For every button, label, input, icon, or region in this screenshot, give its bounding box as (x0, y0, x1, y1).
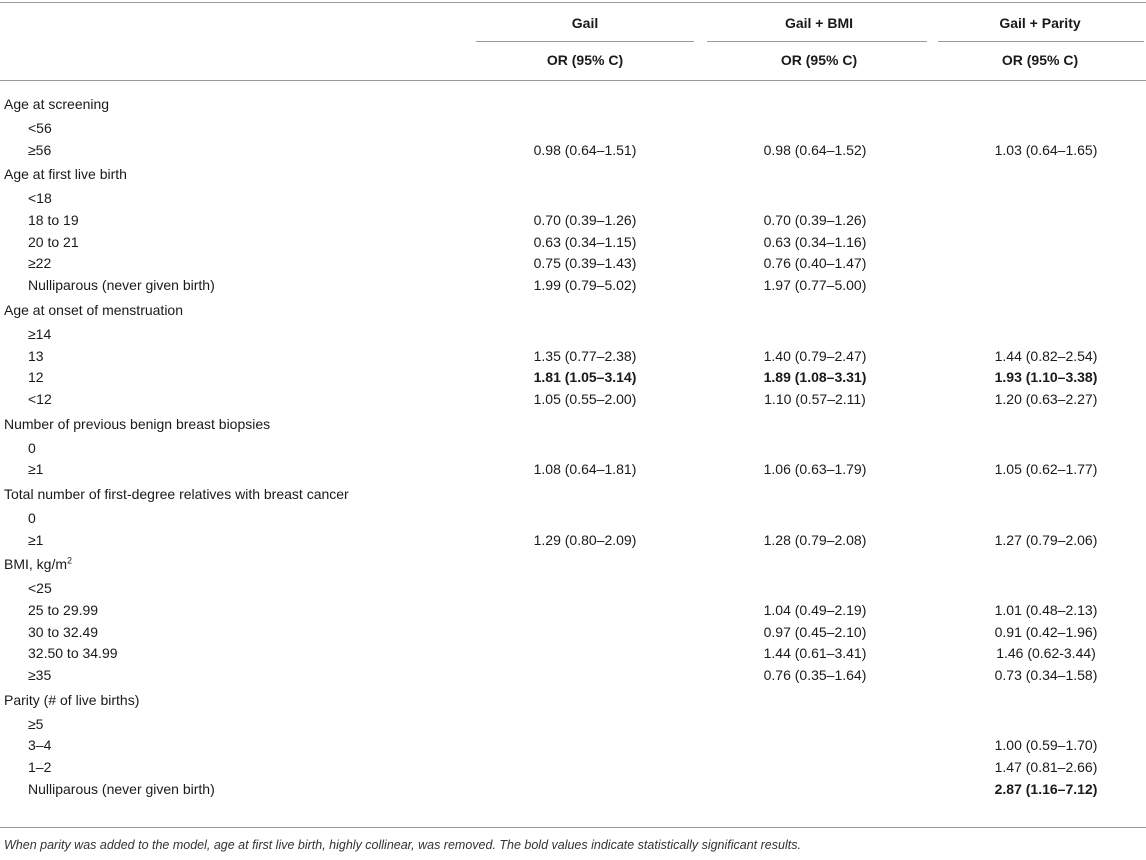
category-row (0, 551, 1146, 578)
table-row (0, 714, 1146, 736)
or-cell: 1.05 (0.55–2.00) (533, 390, 637, 407)
or-cell: 0.98 (0.64–1.52) (763, 141, 867, 158)
category-label: Age at screening (4, 96, 110, 112)
or-cell: 1.81 (1.05–3.14) (533, 369, 637, 386)
subheader-gail-bmi: OR (95% C) (780, 52, 858, 68)
row-label: <12 (28, 390, 52, 407)
row-label: ≥35 (28, 667, 52, 684)
table-row (0, 578, 1146, 600)
or-cell: 1.28 (0.79–2.08) (763, 531, 867, 548)
table-header-rule (0, 80, 1146, 81)
or-cell: 1.44 (0.61–3.41) (763, 645, 867, 662)
or-cell: 0.91 (0.42–1.96) (994, 623, 1098, 640)
or-cell: 0.63 (0.34–1.15) (533, 233, 637, 250)
table-row (0, 508, 1146, 530)
category-label: Number of previous benign breast biopsies (4, 415, 271, 432)
or-cell: 1.00 (0.59–1.70) (994, 737, 1098, 754)
row-label: ≥14 (28, 325, 52, 342)
table-row (0, 757, 1146, 779)
or-cell: 1.46 (0.62-3.44) (996, 645, 1096, 662)
table-bottom-rule (0, 827, 1146, 828)
row-label: 25 to 29.99 (28, 602, 99, 618)
row-label: 0 (28, 509, 36, 526)
category-row (0, 411, 1146, 438)
subheader-gail-parity: OR (95% C) (1001, 52, 1079, 68)
table-row (0, 665, 1146, 687)
category-label: BMI, $kg/m^2$ (4, 555, 73, 573)
table-row (0, 459, 1146, 481)
or-cell: 1.10 (0.57–2.11) (764, 390, 866, 407)
table-row (0, 438, 1146, 460)
or-cell: 1.40 (0.79–2.47) (763, 347, 867, 364)
table-body (0, 91, 1146, 801)
column-header-gail-parity: Gail + Parity (999, 15, 1081, 31)
row-label: 13 (28, 347, 44, 364)
table-row (0, 530, 1146, 552)
or-cell: 1.01 (0.48–2.13) (994, 602, 1098, 618)
or-cell: 1.27 (0.79–2.06) (994, 531, 1098, 548)
row-label: ≥5 (28, 715, 44, 732)
or-cell: 0.70 (0.39–1.26) (533, 212, 637, 229)
or-cell: 1.05 (0.62–1.77) (994, 461, 1098, 478)
table-row (0, 389, 1146, 411)
or-cell: 1.06 (0.63–1.79) (763, 461, 867, 478)
or-cell: 0.70 (0.39–1.26) (763, 212, 867, 229)
table-row (0, 275, 1146, 297)
header-rule-gail-parity (938, 41, 1144, 42)
or-cell: 0.97 (0.45–2.10) (763, 623, 867, 640)
row-label: 1–2 (28, 759, 52, 776)
or-cell: 0.75 (0.39–1.43) (533, 255, 637, 272)
category-row (0, 161, 1146, 188)
row-label: Nulliparous (never given birth) (28, 780, 215, 797)
table-row (0, 210, 1146, 232)
row-label: 18 to 19 (28, 212, 79, 229)
category-row (0, 481, 1146, 508)
row-label: ≥22 (28, 255, 52, 272)
row-label: ≥56 (28, 141, 52, 158)
row-label: <25 (28, 580, 52, 597)
table-row (0, 346, 1146, 368)
or-cell: 1.04 (0.49–2.19) (763, 602, 867, 618)
or-cell: 2.87 (1.16–7.12) (994, 780, 1098, 797)
row-label: 20 to 21 (28, 233, 79, 250)
or-cell: 0.76 (0.40–1.47) (763, 255, 867, 272)
category-label: Age at first live birth (4, 166, 127, 183)
row-label: 3–4 (28, 737, 52, 754)
table-row (0, 600, 1146, 622)
category-row (0, 91, 1146, 118)
or-cell: 1.20 (0.63–2.27) (994, 390, 1098, 407)
table-row (0, 188, 1146, 210)
row-label: <18 (28, 190, 52, 207)
or-cell: 1.44 (0.82–2.54) (994, 347, 1098, 364)
or-cell: 1.93 (1.10–3.38) (994, 369, 1098, 386)
table-row (0, 735, 1146, 757)
or-cell: 1.29 (0.80–2.09) (533, 531, 637, 548)
or-cell: 0.73 (0.34–1.58) (994, 667, 1098, 684)
or-cell: 1.89 (1.08–3.31) (763, 369, 867, 386)
category-row (0, 297, 1146, 324)
or-cell: 1.97 (0.77–5.00) (763, 277, 867, 294)
table-row (0, 140, 1146, 162)
row-label: 32.50 to 34.99 (28, 645, 118, 662)
or-cell: 1.03 (0.64–1.65) (994, 141, 1098, 158)
row-label: ≥1 (28, 531, 44, 548)
or-cell: 0.63 (0.34–1.16) (763, 233, 867, 250)
table-row (0, 253, 1146, 275)
table-row (0, 643, 1146, 665)
row-label: 0 (28, 439, 36, 456)
header-rule-gail-bmi (707, 41, 927, 42)
category-label: Total number of first-degree relatives with breast cancer (4, 485, 349, 502)
category-label: Parity (# of live births) (4, 691, 140, 708)
row-label: Nulliparous (never given birth) (28, 277, 215, 294)
or-cell: 1.08 (0.64–1.81) (533, 461, 637, 478)
row-label: 30 to 32.49 (28, 623, 99, 640)
or-cell: 1.47 (0.81–2.66) (994, 759, 1098, 776)
or-cell: 1.35 (0.77–2.38) (533, 347, 637, 364)
category-label: Age at onset of menstruation (4, 301, 183, 318)
table-row (0, 232, 1146, 254)
or-cell: 0.76 (0.35–1.64) (763, 667, 867, 684)
column-header-gail: Gail (571, 15, 599, 31)
table-row (0, 367, 1146, 389)
row-label: <56 (28, 120, 52, 136)
column-header-gail-bmi: Gail + BMI (784, 15, 854, 31)
row-label: 12 (28, 369, 44, 386)
header-rule-gail (476, 41, 694, 42)
table-row (0, 779, 1146, 801)
category-row (0, 687, 1146, 714)
table-row (0, 118, 1146, 140)
table-footnote: When parity was added to the model, age at first live birth, highly collinear, was removed. The bold values indicate statistically significant results. (4, 838, 801, 852)
or-cell: 0.98 (0.64–1.51) (533, 141, 637, 158)
or-cell: 1.99 (0.79–5.02) (533, 277, 637, 294)
label-superscript: 2 (67, 555, 73, 566)
row-label: ≥1 (28, 461, 44, 478)
table-row (0, 324, 1146, 346)
subheader-gail: OR (95% C) (546, 52, 624, 68)
table-top-rule (0, 2, 1146, 3)
table-row (0, 622, 1146, 644)
